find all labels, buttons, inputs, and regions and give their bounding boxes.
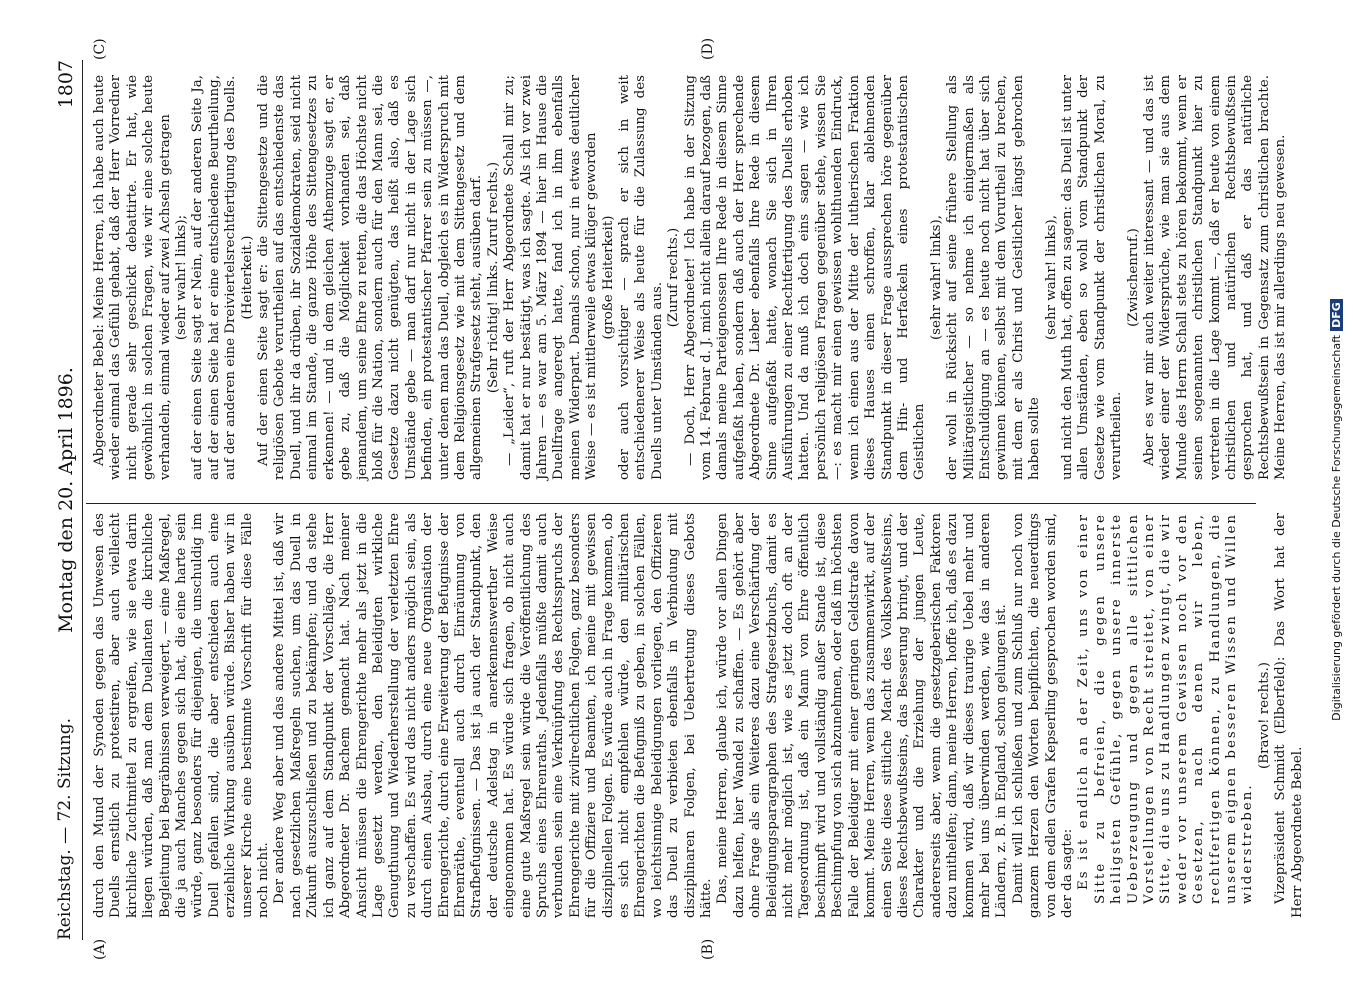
header-session: Reichstag. — 72. Sitzung.	[55, 717, 75, 940]
interjection: (sehr wahr! links),	[928, 214, 944, 341]
paragraph: Aber es war mir auch weiter interessant — und das ist wieder einer der Widersprüche, wie man sie aus dem Munde des Herrn Schall stets zu hören bekommt, wenn er seinen sogenannten christlichen Standpunkt hier zu vertreten in die Lage kommt —, daß er heute von einem christlichen und natürlichen Rechtsbewußtsein gesprochen hat, und daß er das natürliche Rechtsbewußtsein in Gegensatz zum christlichen brachte. Meine Herren, das ist mir allerdings neu gewesen.	[1142, 75, 1289, 480]
paragraph: oder auch vorsichtiger — sprach er sich in weit entschiedenerer Weise als heute für die Zulassung des Duells unter Umständen aus.	[617, 75, 665, 480]
paragraph: der wohl in Rücksicht auf seine frühere Stellung als Militärgeistlicher — so nehme ich einigermaßen als Entschuldigung an — es heute noch nicht hat über sich gewinnen können, selbst mit dem Vorurtheil zu brechen, mit dem er als Christ und Geistlicher längst gebrochen haben sollte	[945, 75, 1043, 480]
digitization-footer	[1330, 60, 1343, 960]
left-column	[92, 513, 1306, 918]
paragraph: durch den Mund der Synoden gegen das Unwesen des Duells ernstlich zu protestiren, aber auch vielleicht kirchliche Zuchtmittel zu ergreifen, wie sie etwa darin liegen würden, daß man dem Duellanten die kirchliche Begleitung bei Begräbnissen verweigert, — eine Maßregel, die ja auch Manches gegen sich hat, die eine harte sein würde, ganz besonders für diejenigen, die unschuldig im Duell gefallen sind, die aber entschieden auch eine erziehliche Wirkung ausüben würde. Bisher haben wir in unserer Kirche eine bestimmte Vorschrift für diese Fälle noch nicht.	[92, 513, 272, 918]
dfg-logo: DFG	[1330, 299, 1343, 331]
speaker-line: Vizepräsident Schmidt (Elberfeld): Das Wort hat der Herr Abgeordnete Bebel.	[1273, 513, 1305, 918]
paragraph: Damit will ich schließen und zum Schluß nur noch von ganzem Herzen den Worten beipflichten, die neuerdings von dem edlen Grafen Kepserling gesprochen worden sind, der da sagte:	[1010, 513, 1075, 918]
interjection: (sehr wahr! links);	[174, 214, 190, 341]
paragraph: auf der einen Seite sagt er Nein, auf der anderen Seite Ja, auf der einen Seite hat er eine entschiedene Beurtheilung, auf der anderen eine Dreiviertelsrechtfertigung des Duells.	[190, 75, 239, 480]
paragraph: Das, meine Herren, glaube ich, würde vor allen Dingen dazu helfen, hier Wandel zu schaffen. — Es gehört aber ohne Frage als ein Weiteres dazu eine Verschärfung der Beleidigungsparagraphen des Strafgesetzbuchs, damit es nicht mehr möglich ist, wie es jetzt doch oft an der Tagesordnung ist, daß ein Mann von Ehre öffentlich beschimpft wird und vollständig außer Stande ist, diese Beschimpfung von sich abzunehmen, oder daß im höchsten Falle der Beleidiger mit einer geringen Geldstrafe davon kommt. Meine Herren, wenn das zusammenwirkt, auf der einen Seite diese sittliche Macht des Volksbewußtseins, dieses Rechtsbewußtseins, das Besserung bringt, und der Charakter und die Erziehung der jungen Leute, andererseits aber, wenn die gesetzgeberischen Faktoren dazu mithelfen; dann, meine Herren, hoffe ich, daß es dazu kommen wird, daß wir dieses traurige Uebel mehr und mehr bei uns überwinden werden, wie das in anderen Ländern, z. B. in England, schon gelungen ist.	[715, 513, 1010, 918]
interjection: (große Heiterkeit)	[600, 215, 616, 340]
margin-label-a: (A)	[92, 938, 108, 960]
speaker-line: Abgeordneter Bebel: Meine Herren, ich habe auch heute wieder einmal das Gefühl gehabt, daß der Herr Vorredner nicht gerade sehr geschickt debattirte. Er hat, wie gewöhnlich in solchen Fragen, wie wir eine solche heute verhandeln, einmal wieder auf zwei Achseln getragen	[92, 75, 173, 480]
paragraph: und nicht den Muth hat, offen zu sagen: das Duell ist unter allen Umständen, eben so wohl vom Standpunkt der Gesetze wie vom Standpunkt der christlichen Moral, zu verurtheilen.	[1059, 75, 1125, 480]
margin-label-d: (D)	[700, 37, 716, 60]
footer-text: Digitalisierung gefördert durch die Deutsche Forschungsgemeinschaft	[1330, 334, 1343, 721]
interjection: (sehr wahr! links),	[1043, 214, 1059, 341]
margin-label-b: (B)	[700, 938, 716, 960]
page-header	[55, 60, 79, 940]
column-divider	[86, 503, 1256, 504]
interjection: (Zuruf rechts.)	[666, 227, 682, 328]
paragraph: — Doch, Herr Abgeordneter! Ich habe in der Sitzung vom 14. Februar d. J. mich nicht allein darauf bezogen, daß damals meine Parteigenossen Ihre Rede in diesem Sinne aufgefaßt haben, sondern daß auch der Herr sprechende Abgeordnete Dr. Lieber ebenfalls Ihre Rede in diesem Sinne aufgefaßt hatte, wonach Sie sich in Ihren Ausführungen zu einer Rechtfertigung des Duells erhoben hatten. Und da muß ich doch eins sagen — wie ich persönlich religiösen Fragen gegenüber stehe, wissen Sie —: es macht mir einen gewissen wohlthuenden Eindruck, wenn ich einen aus der Mitte der lutherischen Fraktion dieses Hauses einen schroffen, klar ablehnenden Standpunkt in dieser Frage aussprechen höre gegenüber dem Hin- und Herfackeln eines protestantischen Geistlichen	[682, 75, 928, 480]
interjection: (Zwischenruf.)	[1125, 228, 1141, 327]
paragraph: Auf der einen Seite sagt er: die Sittengesetze und die religiösen Gebote verurtheilen auf das entschiedenste das Duell, und ihr da drüben, ihr Sozialdemokraten, seid nicht einmal im Stande, die ganze Höhe des Sittengesetzes zu erkennen! — und in dem gleichen Athemzuge sagt er, er gebe zu, daß die Möglichkeit vorhanden sei, daß jemandem, um seine Ehre zu retten, die das Höchste nicht bloß für die Nation, sondern auch für den Mann sei, die Gesetze dazu nicht genügten, das heißt also, daß es Umstände gebe — man darf nur nicht in der Lage sich befinden, ein protestantischer Pfarrer sein zu müssen —, unter denen man das Duell, obgleich es in Widerspruch mit dem Religionsgesetz wie mit dem Sittengesetz und dem allgemeinen Strafgesetz steht, ausüben darf.	[256, 75, 485, 480]
page-number: 1807	[55, 60, 77, 109]
interjection: (Bravo! rechts.)	[1256, 662, 1272, 769]
quotation: Es ist endlich an der Zeit, uns von einer Sitte zu befreien, die gegen unsere heiligsten Gefühle, gegen unsere innerste Ueberzeugung und gegen alle sittlichen Vorstellungen von Recht streitet, von einer Sitte, die uns zu Handlungen zwingt, die wir weder vor unserem Gewissen noch vor den Gesetzen, nach denen wir leben, rechtfertigen können, zu Handlungen, die unserem eignen besseren Wissen und Willen widerstreben.	[1076, 513, 1256, 904]
header-rule	[82, 60, 83, 940]
paragraph: Der andere Weg aber und das andere Mittel ist, daß wir nach gesetzlichen Maßregeln suchen, um das Duell in Zukunft auszuschließen und zu bekämpfen; und da stehe ich ganz auf dem Standpunkt der Vorschläge, die Herr Abgeordneter Dr. Bachem gemacht hat. Nach meiner Ansicht müssen die Ehrengerichte mehr als jetzt in die Lage gesetzt werden, den Beleidigten wirkliche Genugthuung und Wiederherstellung der verletzten Ehre zu verschaffen. Es wird das nicht anders möglich sein, als durch einen Ausbau, durch eine neue Organisation der Ehrengerichte, durch eine Erweiterung der Befugnisse der Ehrenräthe, eventuell auch durch Einräumung von Strafbefugnissen. — Das ist ja auch der Standpunkt, den der deutsche Adelstag in anerkennenswerther Weise eingenommen hat. Es würde sich fragen, ob nicht auch eine gute Maßregel sein würde die Veröffentlichung des Spruchs eines Ehrenraths. Jedenfalls müßte damit auch verbunden sein eine Verknüpfung des Rechtsspruchs der Ehrengerichte mit zivilrechtlichen Folgen, ganz besonders für die Offiziere und Beamten, ich meine mit gewissen disziplinellen Folgen. Es würde auch in Frage kommen, ob es sich nicht empfehlen würde, den militärischen Ehrengerichten die Befugniß zu geben, in solchen Fällen, wo leichtsinnige Beleidigungen vorliegen, den Offizieren das Duell zu verbieten ebenfalls in Verbindung mit disziplinaren Folgen, bei Uebertretung dieses Gebots hätte.	[272, 513, 715, 918]
right-column	[92, 75, 1290, 480]
paragraph: — „Leider“, ruft der Herr Abgeordnete Schall mir zu; damit hat er nur bestätigt, was ich sagte. Als ich vor zwei Jahren — es war am 5. März 1894 — hier im Hause die Duellfrage angeregt hatte, fand ich in ihm ebenfalls meinen Widerpart. Damals schon, nur in etwas deutlicher Weise — es ist mittlerweile etwas klüger geworden	[502, 75, 600, 480]
header-date: Montag den 20. April 1896.	[55, 367, 77, 633]
interjection: (Heiterkeit.)	[239, 235, 255, 320]
margin-label-c: (C)	[92, 38, 108, 60]
interjection: (Sehr richtig! links. Zuruf rechts.)	[485, 161, 501, 394]
